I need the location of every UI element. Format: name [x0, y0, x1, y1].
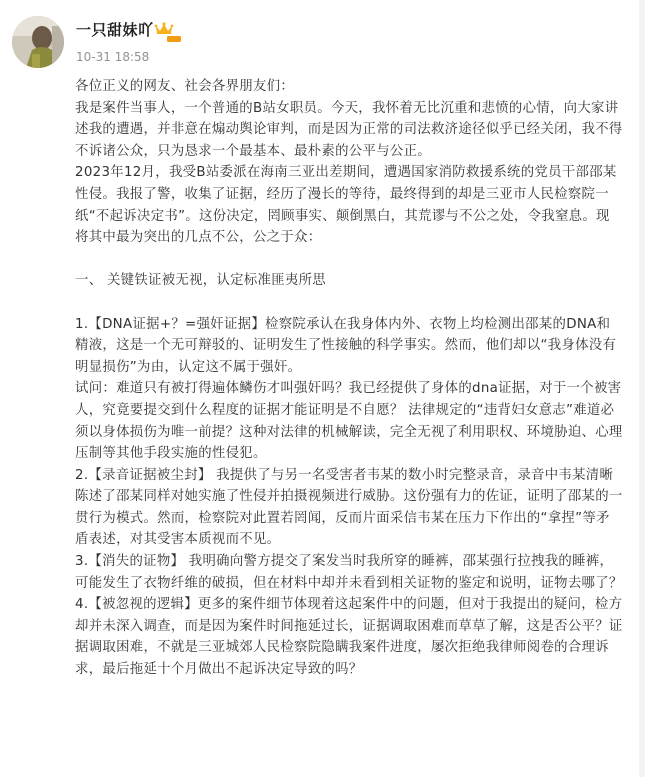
intro-paragraph: 我是案件当事人，一个普通的B站女职员。今天，我怀着无比沉重和悲愤的心情，向大家讲述我的遭遇，并非意在煽动舆论审判，而是因为正常的司法救济途径似乎已经关闭，我不得不诉诸公众，只为恳求一个最基本、最朴素的公平与公正。: [75, 100, 623, 159]
avatar[interactable]: [12, 16, 64, 68]
point-2-paragraph: 2.【录音证据被尘封】 我提供了与另一名受害者韦某的数小时完整录音，录音中韦某清晰陈述了邵某同样对她实施了性侵并拍摄视频进行威胁。这份强有力的佐证，证明了邵某的一贯行为模式。然而，检察院对此置若罔闻，反而片面采信韦某在压力下作出的“拿捏”等矛盾表述，对其受害本质视而不见。: [75, 467, 623, 548]
post-timestamp[interactable]: 10-31 18:58: [76, 50, 150, 64]
greeting-paragraph: 各位正义的网友、社会各界朋友们：: [75, 79, 295, 94]
author-name[interactable]: 一只甜妹吖: [76, 21, 154, 39]
point-4-paragraph: 4.【被忽视的逻辑】更多的案件细节体现着这起案件中的问题，但对于我提出的疑问，检方却并未深入调查，而是因为案件时间拖延过长，证据调取困难而草草了解，这是否公平？证据调取困难，不就是三亚城郊人民检察院隐瞒我案件进度，屡次拒绝我律师阅卷的合理诉求，最后拖延十个月做出不起诉决定导致的吗？: [75, 597, 623, 678]
vip-crown-icon: [153, 21, 181, 45]
scrollbar[interactable]: [639, 0, 645, 777]
avatar-image: [12, 16, 64, 68]
background-paragraph: 2023年12月，我受B站委派在海南三亚出差期间，遭遇国家消防救援系统的党员干部邵某性侵。我报了警，收集了证据，经历了漫长的等待，最终得到的却是三亚市人民检察院一纸“不起诉决定书”。这份决定，罔顾事实、颠倒黑白，其荒谬与不公之处，令我窒息。现将其中最为突出的几点不公，公之于众：: [75, 165, 617, 246]
section-heading: 一、 关键铁证被无视，认定标准匪夷所思: [75, 273, 326, 289]
point-1-paragraph: 1.【DNA证据+？=强奸证据】检察院承认在我身体内外、衣物上均检测出邵某的DNA和精液，这是一个无可辩驳的、证明发生了性接触的科学事实。然而，他们却以“我身体没有明显损伤”为由，认定这不属于强奸。: [75, 316, 617, 375]
point-3-paragraph: 3.【消失的证物】 我明确向警方提交了案发当时我所穿的睡裤，邵某强行拉拽我的睡裤，可能发生了衣物纤维的破损，但在材料中却并未看到相关证物的鉴定和说明，证物去哪了？: [75, 554, 623, 591]
point-1-question-paragraph: 试问：难道只有被打得遍体鳞伤才叫强奸吗？我已经提供了身体的dna证据，对于一个被害人，究竟要提交到什么程度的证据才能证明是不自愿？ 法律规定的“违背妇女意志”难道必须以身体损伤为唯一前提？这种对法律的机械解读，完全无视了利用职权、环境胁迫、心理压制等其他手段实施的性侵犯。: [75, 381, 623, 462]
post-body: [75, 76, 623, 681]
